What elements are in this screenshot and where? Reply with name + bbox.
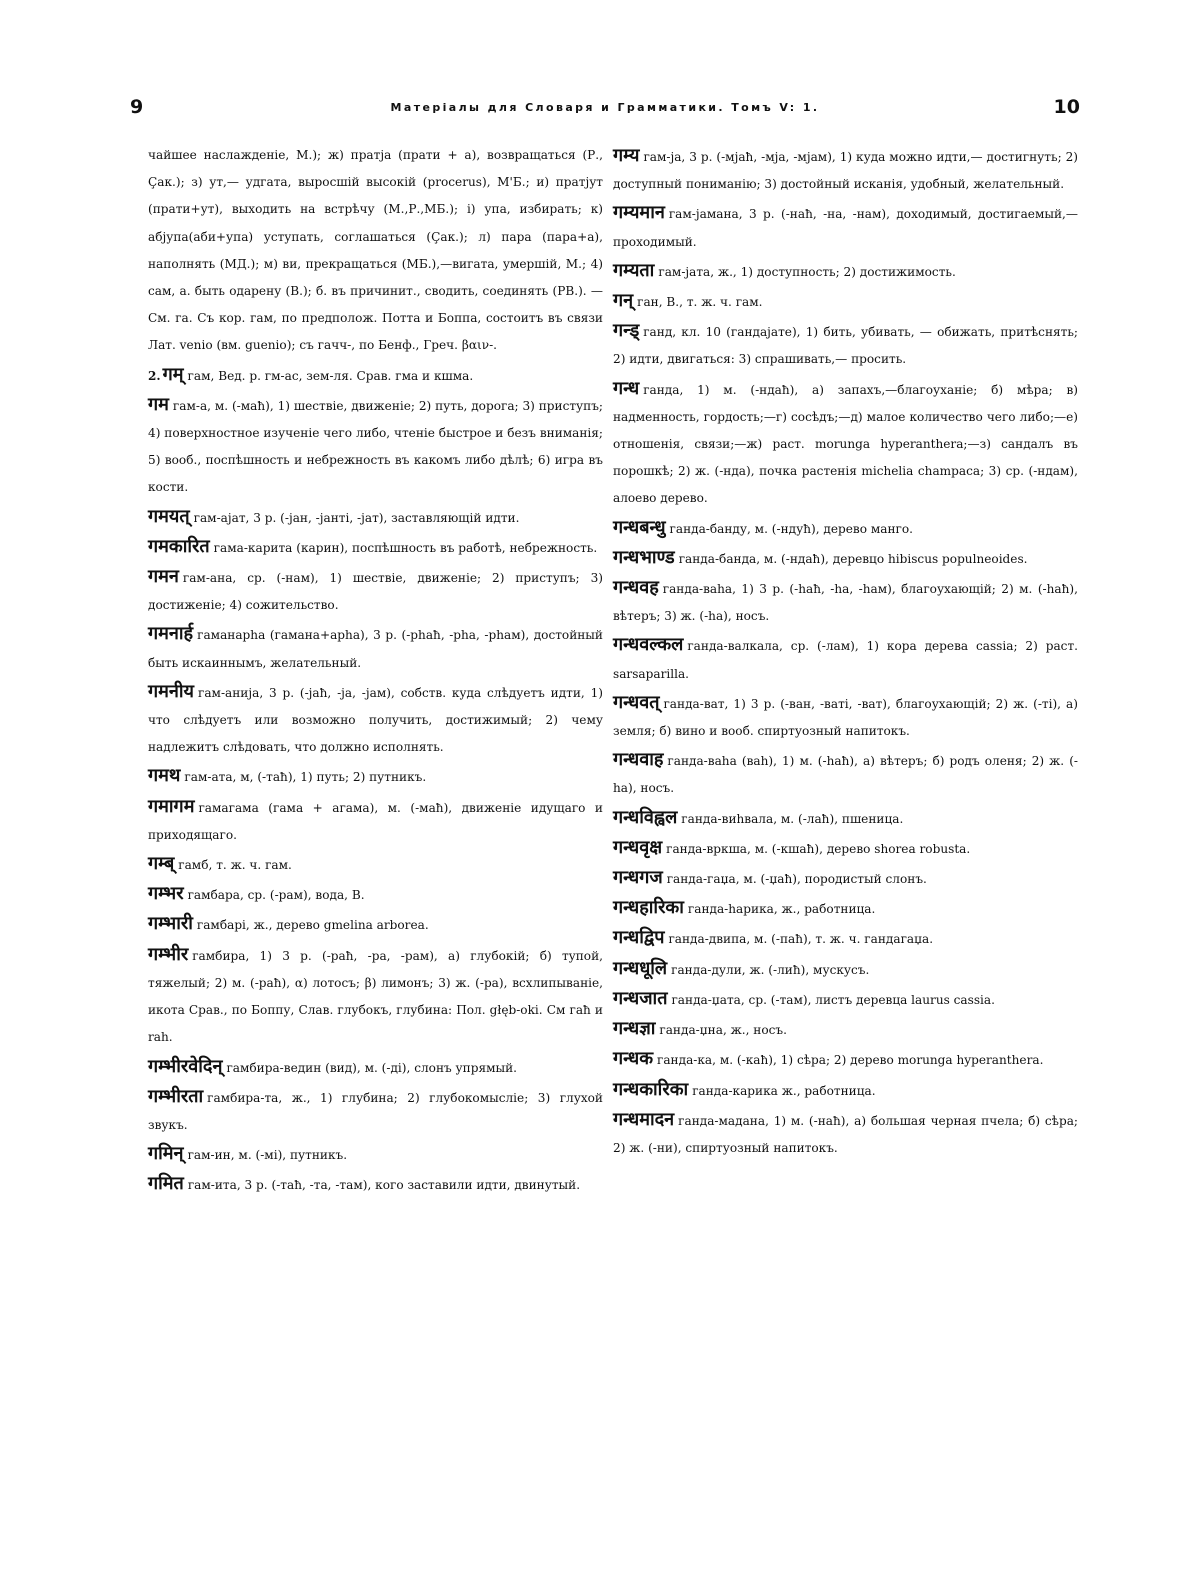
dictionary-entry	[613, 514, 1078, 543]
dictionary-entry	[148, 361, 603, 390]
dictionary-entry	[148, 563, 603, 619]
entry-definition: ганда-ваһа (ваһ), 1) м. (-һаħ), а) вѣтеръ; б) родъ оленя; 2) ж. (-һа), носъ.	[613, 754, 1078, 796]
headword-devanagari: गम्भीरवेदिन्	[148, 1055, 223, 1077]
dictionary-entry	[148, 762, 603, 791]
entry-definition: гам-ин, м. (-мі), путникъ.	[187, 1148, 348, 1163]
headword-devanagari: गन्धवल्कल	[613, 634, 684, 656]
entry-definition: гам-анија, 3 р. (-јаħ, -ја, -јам), собств. куда слѣдуетъ идти, 1) что слѣдуетъ или возможно получить, достижимый; 2) чему надлежитъ слѣдовать, что должно исполнять.	[148, 685, 603, 755]
dictionary-entry	[148, 941, 603, 1052]
dictionary-entry	[613, 894, 1078, 923]
entry-definition: гам-јамана, 3 р. (-наħ, -на, -нам), доходимый, достигаемый,—проходимый.	[613, 207, 1078, 249]
entry-definition: ганда, 1) м. (-ндаħ), а) запахъ,—благоуханіе; б) мѣра; в) надменность, гордость;—г) сосѣдъ;—д) малое количество чего либо;—е) отношенія, связи;—ж) раст. morunga hyperanthera;—з) сандалъ въ порошкѣ; 2) ж. (-нда), почка растенія michelia champaca; 3) ср. (-ндам), алоево дерево.	[613, 382, 1078, 506]
dictionary-entry	[613, 287, 1078, 316]
entry-definition: гамбира-ведин (вид), м. (-ді), слонъ упрямый.	[226, 1060, 518, 1075]
headword-devanagari: गमकारित	[148, 535, 210, 557]
entry-definition: ганда-банду, м. (-ндуħ), дерево манго.	[669, 521, 913, 536]
headword-devanagari: गन्धवह	[613, 577, 659, 599]
entry-definition: гам-ја, 3 р. (-мјаħ, -мја, -мјам), 1) куда можно идти,— достигнуть; 2) доступный пониманію; 3) достойный исканія, удобный, желательный.	[613, 150, 1078, 192]
entry-definition: ган, В., т. ж. ч. гам.	[637, 295, 763, 310]
entry-definition: гамагама (гама + агама), м. (-маħ), движеніе идущаго и приходящаго.	[148, 800, 603, 842]
dictionary-entry	[613, 924, 1078, 953]
entry-definition: гам-ана, ср. (-нам), 1) шествіе, движеніе; 2) приступъ; 3) достиженіе; 4) сожительство.	[148, 571, 603, 613]
dictionary-entry	[148, 533, 603, 562]
headword-devanagari: गमनार्ह	[148, 623, 194, 645]
headword-devanagari: गन्धभाण्ड	[613, 546, 675, 568]
dictionary-entry	[613, 864, 1078, 893]
dictionary-entry	[613, 631, 1078, 687]
entry-definition: гам-јата, ж., 1) доступность; 2) достижимость.	[658, 264, 956, 279]
entry-definition: ганда-дули, ж. (-лиħ), мускусъ.	[671, 962, 870, 977]
entry-definition: гамб, т. ж. ч. гам.	[178, 858, 292, 873]
entry-definition: ганда-мадана, 1) м. (-наħ), а) большая черная пчела; б) сѣра; 2) ж. (-ни), спиртуозный напитокъ.	[613, 1113, 1078, 1155]
running-title: Матеріалы для Словаря и Грамматики. Томъ V: 1.	[390, 101, 820, 114]
headword-devanagari: गन्धकारिका	[613, 1078, 689, 1100]
dictionary-entry	[613, 257, 1078, 286]
dictionary-entry	[148, 793, 603, 849]
headword-devanagari: गन्धधूलि	[613, 957, 668, 979]
dictionary-entry	[613, 142, 1078, 198]
dictionary-entry	[613, 746, 1078, 802]
headword-devanagari: गमथ	[148, 765, 181, 787]
headword-devanagari: गन्ध	[613, 377, 640, 399]
dictionary-entry	[148, 678, 603, 762]
dictionary-entry	[613, 574, 1078, 630]
dictionary-entry	[613, 199, 1078, 255]
dictionary-entry	[613, 544, 1078, 573]
headword-devanagari: गमागम	[148, 795, 195, 817]
entry-definition: гам, Вед. р. гм-ас, зем-ля. Срав. гма и кшма.	[187, 368, 474, 383]
entry-definition: гамбарі, ж., дерево gmelina arborea.	[196, 918, 429, 933]
dictionary-entry	[148, 1140, 603, 1169]
dictionary-entry	[613, 689, 1078, 745]
entry-definition: ганда-карика ж., работница.	[692, 1083, 876, 1098]
headword-devanagari: गन्धगज	[613, 867, 663, 889]
entry-definition: гам-ата, м, (-таħ), 1) путь; 2) путникъ.	[184, 770, 427, 785]
headword-devanagari: गन्धक	[613, 1048, 654, 1070]
entry-definition: гамбира, 1) 3 р. (-раħ, -ра, -рам), а) глубокій; б) тупой, тяжелый; 2) м. (-раħ), α) лотосъ; β) лимонъ; 3) ж. (-ра), всхлипываніе, икота Срав., по Боппу, Слав. глубокъ, глубина: Пол. głęb-oki. См гаħ и rah.	[148, 948, 603, 1045]
entry-definition: ганда-џна, ж., носъ.	[659, 1023, 787, 1038]
left-column	[148, 142, 603, 1201]
entry-number: 2.	[148, 368, 161, 383]
dictionary-entry	[148, 1170, 603, 1199]
headword-devanagari: गन्धविह्वल	[613, 806, 678, 828]
entry-definition: ганда-виһвала, м. (-лаħ), пшеница.	[681, 811, 904, 826]
headword-devanagari: गन्धज्ञा	[613, 1018, 656, 1040]
entry-definition: ганда-гаџа, м. (-џаħ), породистый слонъ.	[666, 872, 927, 887]
dictionary-entry	[613, 317, 1078, 373]
entry-definition: гама-карита (карин), поспѣшность въ работѣ, небрежность.	[213, 540, 598, 555]
entry-definition: ганда-ват, 1) 3 р. (-ван, -ваті, -ват), благоухающій; 2) ж. (-ті), а) земля; б) вино и вооб. спиртуозный напитокъ.	[613, 696, 1078, 739]
entry-definition: ганда-вркша, м. (-кшаħ), дерево shorea robusta.	[666, 841, 971, 856]
entry-definition: ганда-џата, ср. (-там), листъ деревца laurus cassia.	[671, 992, 995, 1007]
dictionary-entry	[148, 1053, 603, 1082]
headword-devanagari: गमन	[148, 566, 179, 588]
entry-definition: гамбара, ср. (-рам), вода, В.	[187, 888, 365, 903]
headword-devanagari: गन्धजात	[613, 987, 668, 1009]
entry-definition: гаманарһа (гамана+арһа), 3 р. (-рһаħ, -рһа, -рһам), достойный быть искаиннымъ, желательный.	[148, 628, 603, 670]
page-number-right: 10	[1053, 96, 1080, 118]
dictionary-entry	[613, 955, 1078, 984]
dictionary-entry	[148, 142, 603, 360]
headword-devanagari: गन्धवृक्ष	[613, 836, 663, 858]
entry-definition: ганда-двипа, м. (-паħ), т. ж. ч. гандагаџа.	[668, 932, 934, 947]
headword-devanagari: गन्धमादन	[613, 1108, 675, 1130]
dictionary-entry	[148, 850, 603, 879]
entry-definition: чайшее наслажденіе, М.); ж) пратја (прати + а), возвращаться (Р., Çак.); з) ут,— удгата, выросшій высокій (procerus), М'Б.; и) пратјут (прати+ут), выходить на встрѣчу (М.,Р.,МБ.); і) упа, избирать; к) абјупа(аби+упа) уступать, соглашаться (Çак.); л) пара (пара+а), наполнять (МД.); м) ви, прекращаться (МБ.),—вигата, умершій, М.; 4) сам, а. быть одарену (В.); б. въ причинит., сводить, соединять (РВ.). — См. га. Съ кор. гам, по предполож. Потта и Боппа, состоитъ въ связи Лат. venio (вм. guenio); съ гачч-, по Бенф., Греч. βαιν-.	[148, 148, 603, 353]
headword-devanagari: गम्	[162, 363, 184, 385]
entry-definition: гам-ита, 3 р. (-таħ, -та, -там), кого заставили идти, двинутый.	[187, 1178, 581, 1193]
entry-definition: ганд, кл. 10 (гандајате), 1) бить, убивать, — обижать, притѣснять; 2) идти, двигаться: 3) спрашивать,— просить.	[613, 325, 1078, 367]
entry-definition: гам-а, м. (-маħ), 1) шествіе, движеніе; 2) путь, дорога; 3) приступъ; 4) поверхностное изученіе чего либо, чтеніе быстрое и безъ вниманія; 5) вооб., поспѣшность и небрежность въ какомъ либо дѣлѣ; 6) игра въ кости.	[148, 398, 603, 495]
headword-devanagari: गम	[148, 393, 169, 415]
headword-devanagari: गमिन्	[148, 1143, 184, 1165]
page-number-left: 9	[130, 96, 144, 118]
dictionary-entry	[613, 804, 1078, 833]
headword-devanagari: गम्यमान	[613, 202, 665, 224]
dictionary-entry	[148, 503, 603, 532]
headword-devanagari: गन्धद्विप	[613, 927, 665, 949]
dictionary-entry	[148, 880, 603, 909]
dictionary-entry	[613, 834, 1078, 863]
headword-devanagari: गम्य	[613, 145, 640, 166]
dictionary-entry	[148, 391, 603, 502]
entry-definition: гамбира-та, ж., 1) глубина; 2) глубокомысліе; 3) глухой звукъ.	[148, 1090, 603, 1132]
headword-devanagari: गन्धवाह	[613, 749, 664, 771]
headword-devanagari: गमयत्	[148, 505, 190, 527]
headword-devanagari: गम्ब्	[148, 853, 175, 875]
entry-definition: ганда-валкала, ср. (-лам), 1) кора дерева cassia; 2) раст. sarsaparilla.	[613, 639, 1078, 681]
dictionary-entry	[148, 620, 603, 676]
dictionary-entry	[613, 1106, 1078, 1162]
entry-definition: ганда-һарика, ж., работница.	[687, 902, 876, 917]
dictionary-entry	[613, 1045, 1078, 1074]
headword-devanagari: गन्धवत्	[613, 691, 660, 713]
entry-definition: ганда-ваһа, 1) 3 р. (-һаħ, -һа, -һам), благоухающій; 2) м. (-һаħ), вѣтеръ; 3) ж. (-һа), носъ.	[613, 582, 1078, 624]
entry-definition: ганда-банда, м. (-ндаħ), деревцо hibiscus populneoides.	[678, 551, 1028, 566]
entry-definition: гам-ајат, 3 р. (-јан, -јанті, -јат), заставляющій идти.	[193, 510, 520, 525]
headword-devanagari: गम्भारी	[148, 913, 193, 935]
headword-devanagari: गन्ड्	[613, 320, 640, 342]
dictionary-entry	[613, 375, 1078, 513]
dictionary-entry	[613, 985, 1078, 1014]
dictionary-entry	[613, 1015, 1078, 1044]
headword-devanagari: गन्	[613, 290, 634, 312]
headword-devanagari: गम्भर	[148, 883, 184, 905]
headword-devanagari: गन्धबन्धु	[613, 516, 666, 538]
right-column	[613, 142, 1078, 1163]
headword-devanagari: गम्भीर	[148, 943, 189, 965]
entry-definition: ганда-ка, м. (-каħ), 1) сѣра; 2) дерево morunga hyperanthera.	[657, 1053, 1044, 1068]
running-header	[130, 96, 1080, 120]
headword-devanagari: गन्धहारिका	[613, 897, 684, 919]
headword-devanagari: गमनीय	[148, 680, 194, 702]
headword-devanagari: गम्यता	[613, 259, 655, 281]
dictionary-entry	[148, 910, 603, 939]
dictionary-entry	[613, 1076, 1078, 1105]
headword-devanagari: गम्भीरता	[148, 1085, 204, 1107]
headword-devanagari: गमित	[148, 1173, 184, 1195]
dictionary-entry	[148, 1083, 603, 1139]
